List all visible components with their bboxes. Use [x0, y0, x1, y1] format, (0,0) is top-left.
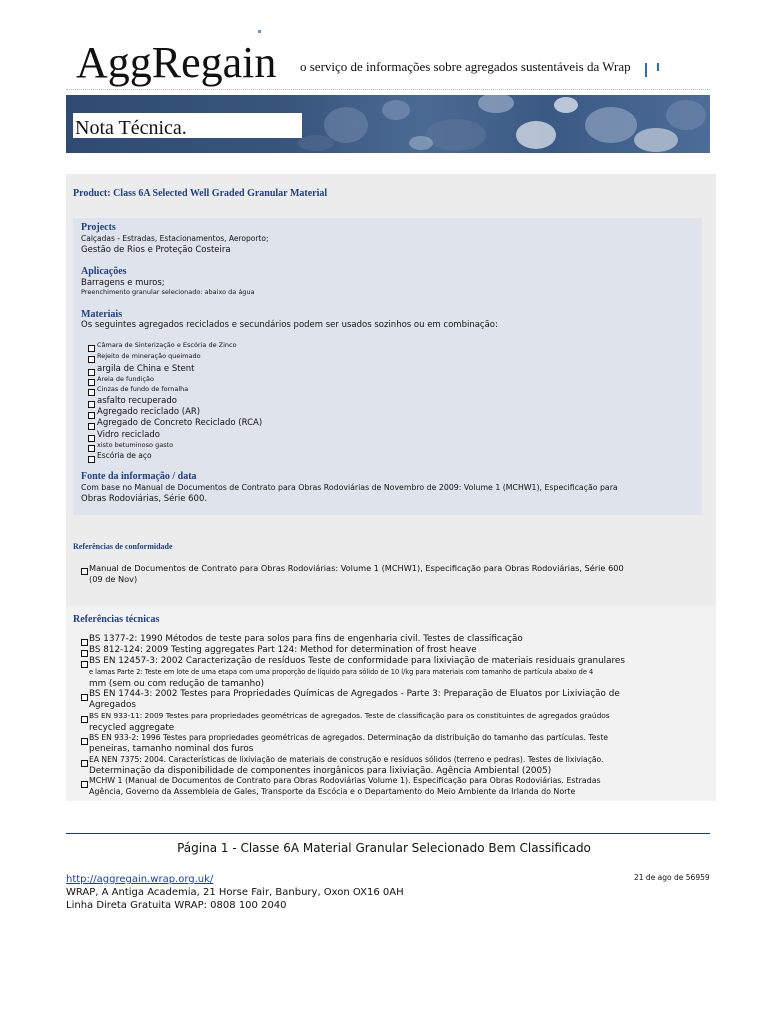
decorative-dot	[258, 30, 261, 33]
materials-intro: Os seguintes agregados reciclados e secundários podem ser usados sozinhos ou em combinação:	[81, 320, 498, 330]
conformity-line: (09 de Nov)	[89, 574, 138, 584]
bullet-icon	[88, 379, 95, 386]
website-link[interactable]: http://aggregain.wrap.org.uk/	[66, 874, 214, 885]
footer-divider	[66, 833, 710, 834]
technical-heading: Referências técnicas	[73, 614, 160, 625]
conformity-line: Manual de Documentos de Contrato para Obras Rodoviárias: Volume 1 (MCHW1), Especificação para Obras Rodoviárias, Série 600	[89, 563, 624, 573]
bullet-icon	[81, 568, 88, 575]
technical-ref: BS EN 1744-3: 2002 Testes para Propriedades Químicas de Agregados - Parte 3: Preparação de Eluatos por Lixiviação de	[89, 689, 620, 699]
material-item: Agregado de Concreto Reciclado (RCA)	[97, 418, 263, 428]
tagline: o serviço de informações sobre agregados sustentáveis da Wrap	[300, 59, 631, 74]
technical-ref: EA NEN 7375: 2004. Características de lixiviação de materiais de construção e resíduos sólidos (terreno e pedras). Testes de lixiviação.	[89, 755, 604, 764]
material-item: Câmara de Sinterização e Escória de Zinco	[97, 341, 237, 349]
bullet-icon	[88, 445, 95, 452]
decorative-mark	[645, 63, 650, 77]
projects-heading: Projects	[81, 222, 116, 233]
bullet-icon	[88, 356, 95, 363]
projects-line: Calçadas - Estradas, Estacionamentos, Aeroporto;	[81, 234, 269, 243]
page-footer-title: Página 1 - Classe 6A Material Granular Selecionado Bem Classificado	[177, 841, 591, 855]
footer-address: WRAP, A Antiga Academia, 21 Horse Fair, Banbury, Oxon OX16 0AH	[66, 887, 404, 898]
material-item: xisto betuminoso gasto	[97, 441, 174, 449]
material-item: Cinzas de fundo de fornalha	[97, 385, 189, 393]
source-line: Obras Rodoviárias, Série 600.	[81, 494, 208, 504]
projects-line: Gestão de Rios e Proteção Costeira	[81, 245, 231, 255]
bullet-icon	[81, 639, 88, 646]
bullet-icon	[81, 650, 88, 657]
bullet-icon	[81, 781, 88, 788]
source-heading: Fonte da informação / data	[81, 471, 197, 482]
bullet-icon	[88, 412, 95, 419]
material-item: asfalto recuperado	[97, 396, 177, 406]
applications-line: Preenchimento granular selecionado: abaixo da água	[81, 288, 255, 296]
conformity-heading: Referências de conformidade	[73, 542, 173, 551]
materials-heading: Materiais	[81, 309, 123, 320]
material-item: Areia de fundição	[97, 375, 155, 383]
technical-ref: BS EN 933-2: 1996 Testes para propriedades geométricas de agregados. Determinação da distribuição do tamanho das partículas. Teste	[89, 733, 609, 742]
bullet-icon	[81, 738, 88, 745]
footer-phone: Linha Direta Gratuita WRAP: 0808 100 2040	[66, 900, 287, 911]
footer-date: 21 de ago de 56959	[634, 873, 710, 882]
material-item: Rejeito de mineração queimado	[97, 352, 201, 360]
bullet-icon	[81, 694, 88, 701]
product-heading: Product: Class 6A Selected Well Graded Granular Material	[73, 188, 328, 199]
technical-ref: BS 812-124: 2009 Testing aggregates Part 124: Method for determination of frost heave	[89, 645, 477, 655]
page-title: Nota Técnica.	[75, 117, 187, 139]
brand-logo: AggRegain	[76, 38, 277, 87]
bullet-icon	[88, 389, 95, 396]
bullet-icon	[88, 345, 95, 352]
decorative-mark	[657, 63, 661, 71]
technical-ref: BS EN 933-11: 2009 Testes para propriedades geométricas de agregados. Teste de classificação para os constituintes de agregados graúdos	[89, 711, 610, 720]
technical-ref-cont: Determinação da disponibilidade de componentes inorgânicos para lixiviação. Agência Ambiental (2005)	[89, 766, 552, 776]
technical-ref-cont: Agência, Governo da Assembleia de Gales, Transporte da Escócia e o Departamento do Meio Ambiente da Irlanda do Norte	[89, 787, 576, 796]
bullet-icon	[81, 760, 88, 767]
technical-ref-cont: peneiras, tamanho nominal dos furos	[89, 744, 254, 754]
technical-ref-cont: e lamas Parte 2: Teste em lote de uma etapa com uma proporção de líquido para sólido de 10 l/kg para materiais com tamanho de partícula abaixo de 4	[89, 668, 594, 676]
material-item: Agregado reciclado (AR)	[97, 407, 201, 417]
technical-ref-cont: Agregados	[89, 700, 136, 710]
bullet-icon	[88, 369, 95, 376]
technical-ref: BS EN 12457-3: 2002 Caracterização de resíduos Teste de conformidade para lixiviação de materiais residuais granulares	[89, 656, 625, 666]
applications-heading: Aplicações	[81, 266, 127, 277]
material-item: Vidro reciclado	[97, 430, 161, 440]
source-line: Com base no Manual de Documentos de Contrato para Obras Rodoviárias de Novembro de 2009: Volume 1 (MCHW1), Especificação para	[81, 483, 618, 492]
technical-ref: MCHW 1 (Manual de Documentos de Contrato para Obras Rodoviárias Volume 1). Especificação para Obras Rodoviárias. Estradas	[89, 776, 601, 785]
bullet-icon	[88, 456, 95, 463]
header-divider	[66, 89, 710, 90]
material-item: argila de China e Stent	[97, 364, 195, 374]
bullet-icon	[88, 401, 95, 408]
bullet-icon	[88, 423, 95, 430]
bullet-icon	[81, 661, 88, 668]
technical-ref: BS 1377-2: 1990 Métodos de teste para solos para fins de engenharia civil. Testes de classificação	[89, 634, 523, 644]
material-item: Escória de aço	[97, 451, 152, 460]
bullet-icon	[88, 435, 95, 442]
applications-line: Barragens e muros;	[81, 278, 165, 288]
technical-ref-cont: recycled aggregate	[89, 723, 175, 733]
bullet-icon	[81, 716, 88, 723]
technical-ref-cont: mm (sem ou com redução de tamanho)	[89, 679, 265, 689]
